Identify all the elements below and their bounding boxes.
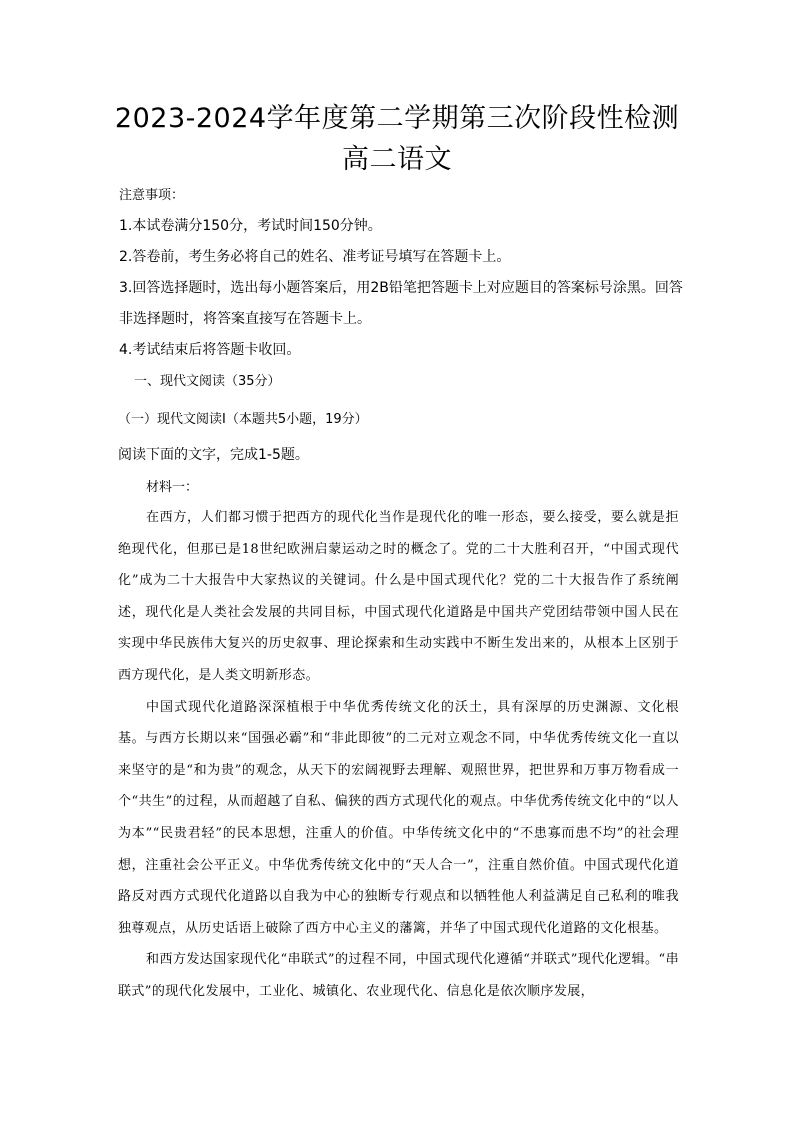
section-heading-part1: 一、现代文阅读（35分） — [134, 374, 281, 389]
notice-heading: 注意事项： — [119, 188, 185, 203]
material-label: 材料一： — [146, 480, 199, 495]
passage-paragraph-2: 中国式现代化道路深深植根于中华优秀传统文化的沃土，具有深厚的历史渊源、文化根基。与西方长期以来“国强必霸”和“非此即彼”的二元对立观念不同，中华优秀传统文化一直以来坚守的是“和为贵”的观念，从天下的宏阔视野去理解、观照世界，把世界和万事万物看成一个“共生”的过程，从而超越了自私、偏狭的西方式现代化的观点。中华优秀传统文化中的“以人为本”“民贵君轻”的民本思想，注重人的价值。中华传统文化中的“不患寡而患不均”的社会理想，注重社会公平正义。中华优秀传统文化中的“天人合一”，注重自然价值。中国式现代化道路反对西方式现代化道路以自我为中心的独断专行观点和以牺牲他人利益满足自己私利的唯我独尊观点，从历史话语上破除了西方中心主义的藩篱，并华了中国式现代化道路的文化根基。 — [118, 699, 679, 936]
passage-paragraph-1: 在西方，人们都习惯于把西方的现代化当作是现代化的唯一形态，要么接受，要么就是拒绝现代化，但那已是18世纪欧洲启蒙运动之时的概念了。党的二十大胜利召开，“中国式现代化”成为二十大报告中大家热议的关键词。什么是中国式现代化？党的二十大报告作了系统阐述，现代化是人类社会发展的共同目标，中国式现代化道路是中国共产党团结带领中国人民在实现中华民族伟大复兴的历史叙事、理论探索和生动实践中不断生发出来的，从根本上区别于西方现代化，是人类文明新形态。 — [118, 510, 679, 683]
notice-item-1: 1.本试卷满分150分，考试时间150分钟。 — [119, 218, 382, 234]
exam-title: 2023-2024学年度第二学期第三次阶段性检测 — [114, 103, 680, 134]
reading-instruction: 阅读下面的文字，完成1-5题。 — [118, 447, 309, 463]
exam-subject-title: 高二语文 — [342, 144, 452, 175]
notice-block — [119, 180, 689, 366]
passage-paragraph-3: 和西方发达国家现代化“串联式”的过程不同，中国式现代化遵循“并联式”现代化逻辑。“串联式”的现代化发展中，工业化、城镇化、农业现代化、信息化是依次顺序发展， — [118, 952, 679, 999]
section-heading-reading1: （一）现代文阅读Ⅰ（本题共5小题，19分） — [118, 412, 368, 427]
notice-item-2: 2.答卷前，考生务必将自己的姓名、准考证号填写在答题卡上。 — [119, 249, 511, 265]
passage-body — [118, 502, 679, 1008]
notice-item-4: 4.考试结束后将答题卡收回。 — [119, 342, 301, 358]
notice-item-3: 3.回答选择题时，选出每小题答案后，用2B铅笔把答题卡上对应题目的答案标号涂黑。回答非选择题时，将答案直接写在答题卡上。 — [119, 280, 683, 327]
